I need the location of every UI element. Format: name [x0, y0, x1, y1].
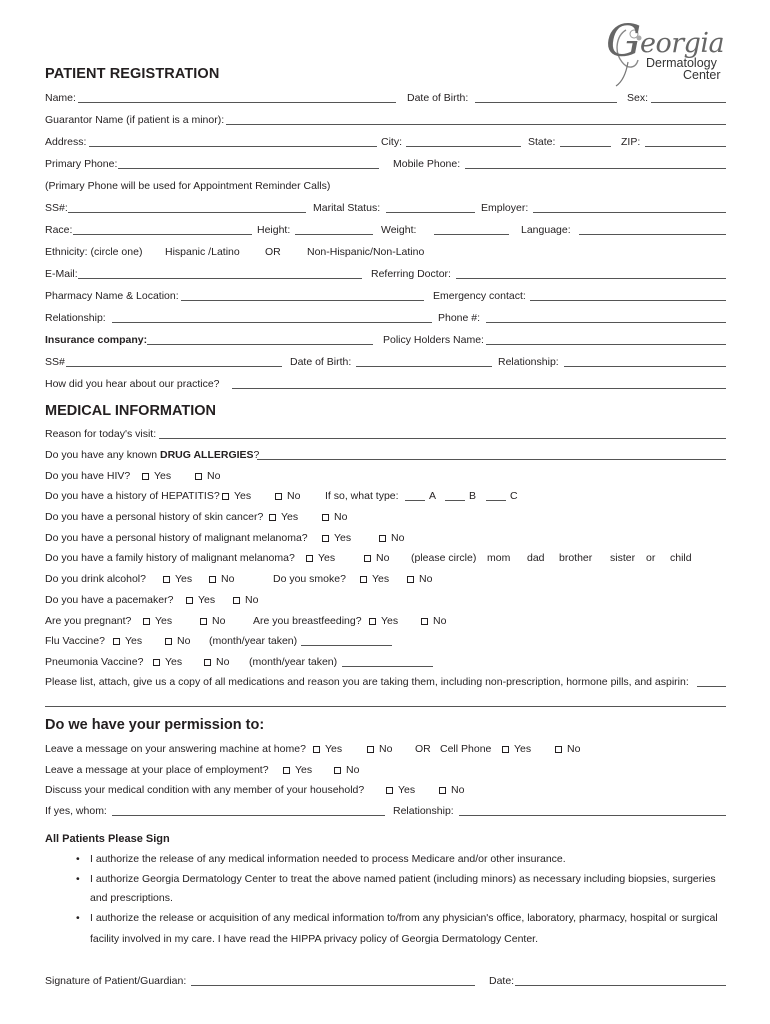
row-hepatitis — [45, 489, 727, 503]
hep-b-field[interactable] — [445, 500, 465, 501]
row-pharmacy — [45, 289, 727, 303]
guarantor-field[interactable] — [226, 124, 726, 125]
reminder-note: (Primary Phone will be used for Appointment Reminder Calls) — [45, 180, 331, 192]
row-family-melanoma — [45, 551, 727, 565]
smoke-no[interactable]: No — [407, 572, 432, 586]
phone-label: Phone #: — [438, 312, 481, 324]
hep-type-label: If so, what type: — [325, 490, 399, 502]
row-reminder-note — [45, 179, 727, 193]
melanoma-label: Do you have a personal history of malignant melanoma? — [45, 532, 308, 544]
hepatitis-yes[interactable]: Yes — [222, 489, 251, 503]
answering-or: OR — [415, 743, 431, 755]
hep-c-label: C — [510, 490, 518, 502]
medications-line[interactable] — [45, 706, 726, 707]
checkbox-icon — [143, 618, 150, 625]
relative-sister[interactable]: sister — [610, 552, 636, 564]
logo-center: Center — [683, 68, 721, 82]
row-phone — [45, 157, 727, 171]
race-field[interactable] — [73, 234, 252, 235]
pregnant-no[interactable]: No — [200, 614, 225, 628]
state-field[interactable] — [560, 146, 611, 147]
ethnicity-label: Ethnicity: (circle one) — [45, 246, 143, 258]
hear-field[interactable] — [232, 388, 726, 389]
checkbox-icon — [153, 659, 160, 666]
emergency-label: Emergency contact: — [433, 290, 526, 302]
race-label: Race: — [45, 224, 73, 236]
reason-field[interactable] — [159, 438, 726, 439]
signature-label: Signature of Patient/Guardian: — [45, 975, 187, 987]
checkbox-icon — [275, 493, 282, 500]
cell-no[interactable]: No — [555, 742, 580, 756]
row-pneumonia — [45, 655, 727, 669]
row-name — [45, 91, 727, 105]
cell-phone-label: Cell Phone — [440, 743, 492, 755]
checkbox-icon — [364, 555, 371, 562]
answering-yes[interactable]: Yes — [313, 742, 342, 756]
checkbox-icon — [209, 576, 216, 583]
checkbox-icon — [421, 618, 428, 625]
row-race — [45, 223, 727, 237]
ethnicity-or: OR — [265, 246, 281, 258]
emergency-field[interactable] — [530, 300, 726, 301]
weight-field[interactable] — [434, 234, 509, 235]
policy-holder-label: Policy Holders Name: — [383, 334, 484, 346]
perm-relationship-field[interactable] — [459, 815, 726, 816]
pregnant-yes[interactable]: Yes — [143, 614, 172, 628]
referring-field[interactable] — [456, 278, 726, 279]
relationship2-field[interactable] — [564, 366, 726, 367]
ss2-label: SS# — [45, 356, 65, 368]
checkbox-icon — [204, 659, 211, 666]
checkbox-icon — [200, 618, 207, 625]
checkbox-icon — [306, 555, 313, 562]
checkbox-icon — [233, 597, 240, 604]
alcohol-yes[interactable]: Yes — [163, 572, 192, 586]
flu-label: Flu Vaccine? — [45, 635, 105, 647]
row-ss — [45, 201, 727, 215]
hiv-yes[interactable]: Yes — [142, 469, 171, 483]
row-signature — [45, 974, 727, 988]
bullet-marker: • — [76, 853, 80, 865]
row-medications — [45, 675, 727, 689]
email-field[interactable] — [78, 278, 362, 279]
row-employment — [45, 763, 727, 777]
email-label: E-Mail: — [45, 268, 78, 280]
relationship-label: Relationship: — [45, 312, 106, 324]
melanoma-yes[interactable]: Yes — [322, 531, 351, 545]
row-flu — [45, 634, 727, 648]
smoke-yes[interactable]: Yes — [360, 572, 389, 586]
whom-field[interactable] — [112, 815, 385, 816]
breastfeeding-label: Are you breastfeeding? — [253, 615, 362, 627]
row-relationship — [45, 311, 727, 325]
state-label: State: — [528, 136, 556, 148]
row-answering — [45, 742, 727, 756]
flu-month-label: (month/year taken) — [209, 635, 298, 647]
city-label: City: — [381, 136, 402, 148]
smoke-label: Do you smoke? — [273, 573, 346, 585]
non-hispanic-option[interactable]: Non-Hispanic/Non-Latino — [307, 246, 425, 258]
flu-date-field[interactable] — [301, 645, 392, 646]
height-field[interactable] — [295, 234, 373, 235]
ss-field[interactable] — [68, 212, 306, 213]
reason-label: Reason for today's visit: — [45, 428, 157, 440]
marital-field[interactable] — [386, 212, 475, 213]
insurance-field[interactable] — [147, 344, 373, 345]
perm-relationship-label: Relationship: — [393, 805, 454, 817]
authorization-medicare: I authorize the release of any medical information needed to process Medicare and/or other insurance. — [90, 853, 566, 865]
family-melanoma-yes[interactable]: Yes — [306, 551, 335, 565]
address-label: Address: — [45, 136, 87, 148]
logo-dermatology: Dermatology — [646, 56, 717, 70]
language-label: Language: — [521, 224, 571, 236]
sign-section-title: All Patients Please Sign — [45, 833, 170, 845]
checkbox-icon — [195, 473, 202, 480]
bullet-marker: • — [76, 912, 80, 924]
checkbox-icon — [322, 535, 329, 542]
breastfeeding-no[interactable]: No — [421, 614, 446, 628]
city-field[interactable] — [406, 146, 521, 147]
relationship2-label: Relationship: — [498, 356, 559, 368]
allergies-field[interactable] — [257, 459, 726, 460]
checkbox-icon — [113, 638, 120, 645]
checkbox-icon — [369, 618, 376, 625]
checkbox-icon — [379, 535, 386, 542]
zip-label: ZIP: — [621, 136, 641, 148]
logo-letter-g: G — [606, 16, 642, 67]
household-no[interactable]: No — [439, 783, 464, 797]
language-field[interactable] — [579, 234, 726, 235]
permission-section-title: Do we have your permission to: — [45, 717, 265, 733]
checkbox-icon — [322, 514, 329, 521]
hep-b-label: B — [469, 490, 477, 502]
authorization-release: I authorize the release or acquisition of any medical information to/from any physician's office, laboratory, pharmacy, hospital or surgical — [90, 912, 718, 924]
authorization-treatment: I authorize Georgia Dermatology Center to treat the above named patient (including minors) as necessary including biopsies, surgeries — [90, 873, 716, 885]
hep-c-field[interactable] — [486, 500, 506, 501]
please-circle-label: (please circle) — [411, 552, 477, 564]
checkbox-icon — [334, 767, 341, 774]
weight-label: Weight: — [381, 224, 417, 236]
pneumonia-date-field[interactable] — [342, 666, 433, 667]
relative-dad[interactable]: dad — [527, 552, 545, 564]
checkbox-icon — [407, 576, 414, 583]
flu-yes[interactable]: Yes — [113, 634, 142, 648]
row-ss2 — [45, 355, 727, 369]
dob-field[interactable] — [475, 102, 617, 103]
row-melanoma — [45, 531, 727, 545]
checkbox-icon — [163, 576, 170, 583]
ss-label: SS#: — [45, 202, 68, 214]
pharmacy-field[interactable] — [181, 300, 424, 301]
row-guarantor — [45, 113, 727, 127]
whom-label: If yes, whom: — [45, 805, 107, 817]
logo-wordmark: eorgia — [640, 28, 725, 59]
answering-label: Leave a message on your answering machine at home? — [45, 743, 306, 755]
checkbox-icon — [222, 493, 229, 500]
relative-brother[interactable]: brother — [559, 552, 593, 564]
pacemaker-no[interactable]: No — [233, 593, 258, 607]
pneumonia-yes[interactable]: Yes — [153, 655, 182, 669]
primary-phone-label: Primary Phone: — [45, 158, 118, 170]
employment-no[interactable]: No — [334, 763, 359, 777]
hiv-label: Do you have HIV? — [45, 470, 131, 482]
relative-or: or — [646, 552, 656, 564]
checkbox-icon — [313, 746, 320, 753]
row-email — [45, 267, 727, 281]
height-label: Height: — [257, 224, 291, 236]
row-pregnant — [45, 614, 727, 628]
medications-field[interactable] — [697, 686, 726, 687]
alcohol-no[interactable]: No — [209, 572, 234, 586]
insurance-label: Insurance company: — [45, 334, 148, 346]
bullet-marker: • — [76, 873, 80, 885]
checkbox-icon — [186, 597, 193, 604]
family-melanoma-label: Do you have a family history of malignant melanoma? — [45, 552, 295, 564]
sex-label: Sex: — [627, 92, 649, 104]
dob2-field[interactable] — [356, 366, 492, 367]
mobile-phone-label: Mobile Phone: — [393, 158, 461, 170]
row-whom — [45, 804, 727, 818]
dob2-label: Date of Birth: — [290, 356, 352, 368]
row-pacemaker — [45, 593, 727, 607]
flu-no[interactable]: No — [165, 634, 190, 648]
sex-field[interactable] — [651, 102, 726, 103]
employment-yes[interactable]: Yes — [283, 763, 312, 777]
row-skin-cancer — [45, 510, 727, 524]
answering-no[interactable]: No — [367, 742, 392, 756]
row-hear — [45, 377, 727, 391]
household-label: Discuss your medical condition with any member of your household? — [45, 784, 365, 796]
checkbox-icon — [386, 787, 393, 794]
referring-label: Referring Doctor: — [371, 268, 451, 280]
checkbox-icon — [269, 514, 276, 521]
relative-mom[interactable]: mom — [487, 552, 511, 564]
address-field[interactable] — [89, 146, 377, 147]
medications-label: Please list, attach, give us a copy of all medications and reason you are taking them, including non-prescription, hormone pills, and aspirin: — [45, 676, 689, 688]
medical-section-title: MEDICAL INFORMATION — [45, 403, 217, 419]
hep-a-field[interactable] — [405, 500, 425, 501]
primary-phone-field[interactable] — [118, 168, 379, 169]
signature-date-field[interactable] — [515, 985, 726, 986]
employment-label: Leave a message at your place of employment? — [45, 764, 269, 776]
hispanic-option[interactable]: Hispanic /Latino — [165, 246, 240, 258]
checkbox-icon — [502, 746, 509, 753]
signature-date-label: Date: — [489, 975, 515, 987]
page-title: PATIENT REGISTRATION — [45, 66, 220, 82]
row-insurance — [45, 333, 727, 347]
mobile-phone-field[interactable] — [465, 168, 726, 169]
checkbox-icon — [555, 746, 562, 753]
hear-label: How did you hear about our practice? — [45, 378, 220, 390]
employer-field[interactable] — [533, 212, 726, 213]
row-reason — [45, 427, 727, 441]
skin-cancer-no[interactable]: No — [322, 510, 347, 524]
row-ethnicity — [45, 245, 727, 259]
row-address — [45, 135, 727, 149]
ss2-field[interactable] — [66, 366, 282, 367]
pneumonia-month-label: (month/year taken) — [249, 656, 338, 668]
checkbox-icon — [283, 767, 290, 774]
pneumonia-no[interactable]: No — [204, 655, 229, 669]
authorization-treatment-cont: and prescriptions. — [90, 892, 173, 904]
checkbox-icon — [360, 576, 367, 583]
breastfeeding-yes[interactable]: Yes — [369, 614, 398, 628]
phone-field[interactable] — [486, 322, 726, 323]
row-household — [45, 783, 727, 797]
row-alcohol — [45, 572, 727, 586]
household-yes[interactable]: Yes — [386, 783, 415, 797]
zip-field[interactable] — [645, 146, 726, 147]
authorization-release-cont: facility involved in my care. I have read the HIPPA privacy policy of Georgia Dermatology Center. — [90, 933, 539, 945]
family-melanoma-no[interactable]: No — [364, 551, 389, 565]
pacemaker-label: Do you have a pacemaker? — [45, 594, 174, 606]
name-field[interactable] — [78, 102, 396, 103]
employer-label: Employer: — [481, 202, 529, 214]
dob-label: Date of Birth: — [407, 92, 469, 104]
guarantor-label: Guarantor Name (if patient is a minor): — [45, 114, 225, 126]
row-allergies — [45, 448, 727, 462]
pregnant-label: Are you pregnant? — [45, 615, 132, 627]
hepatitis-label: Do you have a history of HEPATITIS? — [45, 490, 220, 502]
pharmacy-label: Pharmacy Name & Location: — [45, 290, 179, 302]
row-hiv — [45, 469, 727, 483]
hep-a-label: A — [429, 490, 437, 502]
alcohol-label: Do you drink alcohol? — [45, 573, 146, 585]
skin-cancer-label: Do you have a personal history of skin cancer? — [45, 511, 264, 523]
checkbox-icon — [142, 473, 149, 480]
checkbox-icon — [165, 638, 172, 645]
pneumonia-label: Pneumonia Vaccine? — [45, 656, 144, 668]
policy-holder-field[interactable] — [486, 344, 726, 345]
hepatitis-no[interactable]: No — [275, 489, 300, 503]
relationship-field[interactable] — [112, 322, 432, 323]
checkbox-icon — [439, 787, 446, 794]
signature-field[interactable] — [191, 985, 475, 986]
skin-cancer-yes[interactable]: Yes — [269, 510, 298, 524]
checkbox-icon — [367, 746, 374, 753]
relative-child[interactable]: child — [670, 552, 692, 564]
cell-yes[interactable]: Yes — [502, 742, 531, 756]
marital-label: Marital Status: — [313, 202, 381, 214]
name-label: Name: — [45, 92, 76, 104]
hiv-no[interactable]: No — [195, 469, 220, 483]
pacemaker-yes[interactable]: Yes — [186, 593, 215, 607]
allergies-label: Do you have any known DRUG ALLERGIES? — [45, 449, 260, 461]
melanoma-no[interactable]: No — [379, 531, 404, 545]
